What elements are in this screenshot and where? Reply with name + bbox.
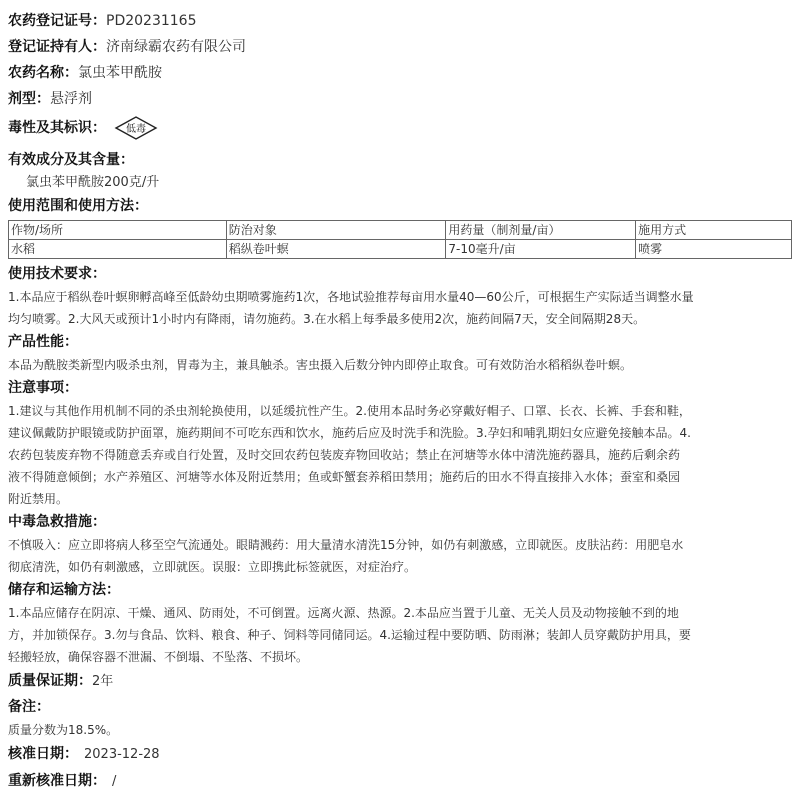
- toxicity-label: 毒性及其标识：: [8, 120, 106, 136]
- registration-number-label: 农药登记证号：: [8, 13, 106, 29]
- performance-heading: 产品性能：: [8, 334, 78, 350]
- paragraph-line: 1.本品应于稻纵卷叶螟卵孵高峰至低龄幼虫期喷雾施药1次，各地试验推荐每亩用水量40—60公斤，可根据生产实际适当调整水量: [8, 290, 694, 304]
- approval-date-label: 核准日期：: [8, 746, 78, 762]
- table-cell: 水稻: [9, 240, 227, 259]
- paragraph-line: 1.本品应储存在阴凉、干燥、通风、防雨处，不可倒置。远离火源、热源。2.本品应当置于儿童、无关人员及动物接触不到的地: [8, 606, 679, 620]
- approval-date-line: [8, 741, 792, 768]
- holder-line: [8, 34, 792, 60]
- usage-heading: 使用范围和使用方法：: [8, 198, 148, 214]
- formulation-label: 剂型：: [8, 91, 50, 107]
- paragraph-line: 轻搬轻放，确保容器不泄漏、不倒塌、不坠落、不损坏。: [8, 650, 309, 664]
- usage-table-header-row: [9, 221, 792, 240]
- precautions-heading: 注意事项：: [8, 380, 78, 396]
- storage-heading: 储存和运输方法：: [8, 582, 120, 598]
- warranty-label: 质量保证期：: [8, 673, 92, 689]
- paragraph-line: 方，并加锁保存。3.勿与食品、饮料、粮食、种子、饲料等同储同运。4.运输过程中要防晒、防雨淋；装卸人员穿戴防护用具，要: [8, 628, 691, 642]
- paragraph-line: 农药包装废弃物不得随意丢弃或自行处置，及时交回农药包装废弃物回收站；禁止在河塘等水体中清洗施药器具，施药后剩余药: [8, 448, 681, 462]
- formulation: 悬浮剂: [50, 91, 92, 107]
- reapproval-date-line: [8, 768, 792, 795]
- pesticide-name-line: [8, 60, 792, 86]
- holder-label: 登记证持有人：: [8, 39, 106, 55]
- paragraph-line: 液不得随意倾倒；水产养殖区、河塘等水体及附近禁用；鱼或虾蟹套养稻田禁用；施药后的田水不得直接排入水体；蚕室和桑园: [8, 470, 681, 484]
- active-ingredient-heading: 有效成分及其含量：: [8, 152, 134, 168]
- table-header-cell: 施用方式: [636, 221, 792, 240]
- table-cell: 喷雾: [636, 240, 792, 259]
- table-cell: 稻纵卷叶螟: [226, 240, 446, 259]
- table-header-cell: 作物/场所: [9, 221, 227, 240]
- pesticide-name-label: 农药名称：: [8, 65, 78, 81]
- table-header-cell: 防治对象: [226, 221, 446, 240]
- registration-number: PD20231165: [106, 13, 197, 29]
- paragraph-line: 1.建议与其他作用机制不同的杀虫剂轮换使用，以延缓抗性产生。2.使用本品时务必穿戴好帽子、口罩、长衣、长裤、手套和鞋，: [8, 404, 691, 418]
- paragraph-line: 建议佩戴防护眼镜或防护面罩，施药期间不可吃东西和饮水，施药后应及时洗手和洗脸。3.孕妇和哺乳期妇女应避免接触本品。4.: [8, 426, 691, 440]
- usage-table: [8, 220, 792, 259]
- first-aid-heading: 中毒急救措施：: [8, 514, 106, 530]
- paragraph-line: 本品为酰胺类新型内吸杀虫剂，胃毒为主，兼具触杀。害虫摄入后数分钟内即停止取食。可有效防治水稻稻纵卷叶螟。: [8, 358, 633, 372]
- low-toxicity-icon: [114, 115, 158, 141]
- remarks-content: 质量分数为18.5%。: [8, 723, 119, 737]
- table-row: [9, 240, 792, 259]
- warranty-line: [8, 668, 792, 695]
- warranty-value: 2年: [92, 674, 114, 689]
- reapproval-date: /: [112, 774, 117, 789]
- registration-number-line: [8, 8, 792, 34]
- paragraph-line: 均匀喷雾。2.大风天或预计1小时内有降雨，请勿施药。3.在水稻上每季最多使用2次，施药间隔7天，安全间隔期28天。: [8, 312, 646, 326]
- pesticide-name: 氯虫苯甲酰胺: [78, 65, 162, 81]
- paragraph-line: 不慎吸入：应立即将病人移至空气流通处。眼睛溅药：用大量清水清洗15分钟，如仍有刺激感，立即就医。皮肤沾药：用肥皂水: [8, 538, 684, 552]
- approval-date: 2023-12-28: [84, 747, 160, 762]
- remarks-heading: 备注：: [8, 699, 50, 715]
- active-ingredient-content: 氯虫苯甲酰胺200克/升: [26, 175, 160, 190]
- toxicity-line: [8, 112, 792, 144]
- toxicity-badge-text: 低毒: [126, 124, 146, 135]
- tech-requirements-heading: 使用技术要求：: [8, 266, 106, 282]
- holder-name: 济南绿霸农药有限公司: [106, 39, 246, 55]
- paragraph-line: 彻底清洗，如仍有刺激感，立即就医。误服：立即携此标签就医，对症治疗。: [8, 560, 417, 574]
- paragraph-line: 附近禁用。: [8, 492, 69, 506]
- formulation-line: [8, 86, 792, 112]
- reapproval-date-label: 重新核准日期：: [8, 773, 106, 789]
- table-header-cell: 用药量（制剂量/亩）: [446, 221, 636, 240]
- table-cell: 7-10毫升/亩: [446, 240, 636, 259]
